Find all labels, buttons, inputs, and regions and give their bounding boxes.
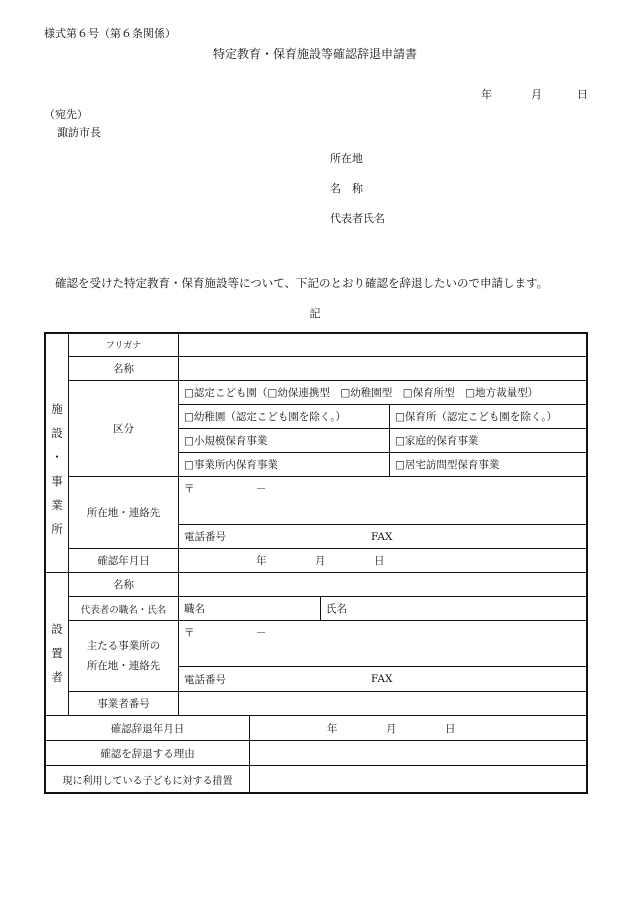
date-year-label: 年 — [481, 88, 492, 101]
measures-label: 現に利用している子どもに対する措置 — [62, 775, 233, 787]
business-number-label: 事業者番号 — [97, 698, 150, 710]
reason-label: 確認を辞退する理由 — [100, 747, 195, 760]
facility-postal-mark: 〒 — [184, 482, 195, 495]
founder-fax-label: FAX — [371, 673, 393, 685]
founder-name-label: 名称 — [113, 579, 134, 591]
founder-postal-mark: 〒 — [184, 626, 195, 639]
main-office-label-line2: 所在地・連絡先 — [86, 660, 161, 672]
reason-field[interactable] — [250, 741, 586, 765]
applicant-rep-label: 代表者氏名 — [330, 212, 385, 225]
date-month-label: 月 — [531, 88, 542, 101]
furigana-label: フリガナ — [105, 341, 142, 351]
founder-postal-dash: － — [256, 626, 267, 639]
person-name-label: 氏名 — [326, 603, 347, 615]
form-number: 様式第６号（第６条関係） — [44, 27, 176, 40]
facility-postal-dash: － — [256, 482, 267, 495]
withdraw-date-label: 確認辞退年月日 — [110, 722, 185, 735]
category-small-scale-option[interactable]: □小規模保育事業 — [184, 435, 268, 447]
furigana-field[interactable] — [179, 333, 586, 356]
measures-field[interactable] — [250, 766, 586, 792]
withdraw-month-label: 月 — [386, 722, 397, 735]
founder-group-char: 置 — [51, 646, 63, 660]
facility-group-char: 所 — [51, 522, 63, 536]
date-day-label: 日 — [577, 88, 588, 101]
body-text: 確認を受けた特定教育・保育施設等について、下記のとおり確認を辞退したいので申請します。 — [55, 276, 549, 290]
application-form-table — [44, 332, 588, 794]
confirm-month-label: 月 — [315, 555, 326, 567]
confirm-year-label: 年 — [256, 555, 267, 567]
applicant-address-label: 所在地 — [330, 152, 363, 165]
facility-group-char: 施 — [51, 402, 63, 416]
category-home-based-option[interactable]: □家庭的保育事業 — [395, 435, 479, 447]
facility-group-char: ・ — [51, 450, 63, 464]
ki-label: 記 — [309, 307, 321, 320]
addressee-label: （宛先） — [44, 108, 88, 121]
facility-phone-label: 電話番号 — [184, 531, 226, 543]
founder-group-label — [46, 617, 68, 689]
withdraw-day-label: 日 — [445, 722, 456, 735]
founder-phone-label: 電話番号 — [184, 673, 226, 686]
facility-group-char: 設 — [51, 426, 63, 440]
category-workplace-option[interactable]: □事業所内保育事業 — [184, 459, 278, 471]
withdraw-year-label: 年 — [327, 722, 338, 735]
confirm-date-label: 確認年月日 — [97, 555, 150, 567]
facility-name-field[interactable] — [179, 357, 586, 380]
facility-fax-label: FAX — [371, 530, 393, 543]
category-label: 区分 — [113, 423, 134, 435]
facility-group-char: 業 — [51, 498, 63, 512]
document-title: 特定教育・保育施設等確認辞退申請書 — [212, 47, 417, 61]
confirm-day-label: 日 — [374, 555, 385, 567]
business-number-field[interactable] — [179, 692, 586, 715]
applicant-name-label: 名 称 — [330, 182, 363, 195]
facility-group-label — [46, 397, 68, 541]
facility-address-label: 所在地・連絡先 — [86, 507, 161, 519]
category-visiting-option[interactable]: □居宅訪問型保育事業 — [395, 459, 500, 471]
category-nursery-option[interactable]: □保育所（認定こども園を除く。） — [395, 411, 557, 423]
main-office-label-line1: 主たる事業所の — [86, 640, 161, 652]
representative-label: 代表者の職名・氏名 — [80, 604, 167, 616]
main-office-label — [69, 621, 178, 691]
facility-group-char: 事 — [51, 474, 63, 488]
addressee: 諏訪市長 — [57, 126, 101, 139]
category-kindergarten-option[interactable]: □幼稚園（認定こども園を除く。） — [184, 411, 346, 423]
position-label: 職名 — [184, 603, 205, 615]
founder-group-char: 設 — [51, 622, 63, 636]
founder-group-char: 者 — [51, 670, 63, 684]
founder-name-field[interactable] — [179, 573, 586, 596]
facility-name-label: 名称 — [113, 363, 134, 375]
category-kodomoen-option[interactable]: □認定こども園（□幼保連携型 □幼稚園型 □保育所型 □地方裁量型） — [184, 387, 539, 399]
